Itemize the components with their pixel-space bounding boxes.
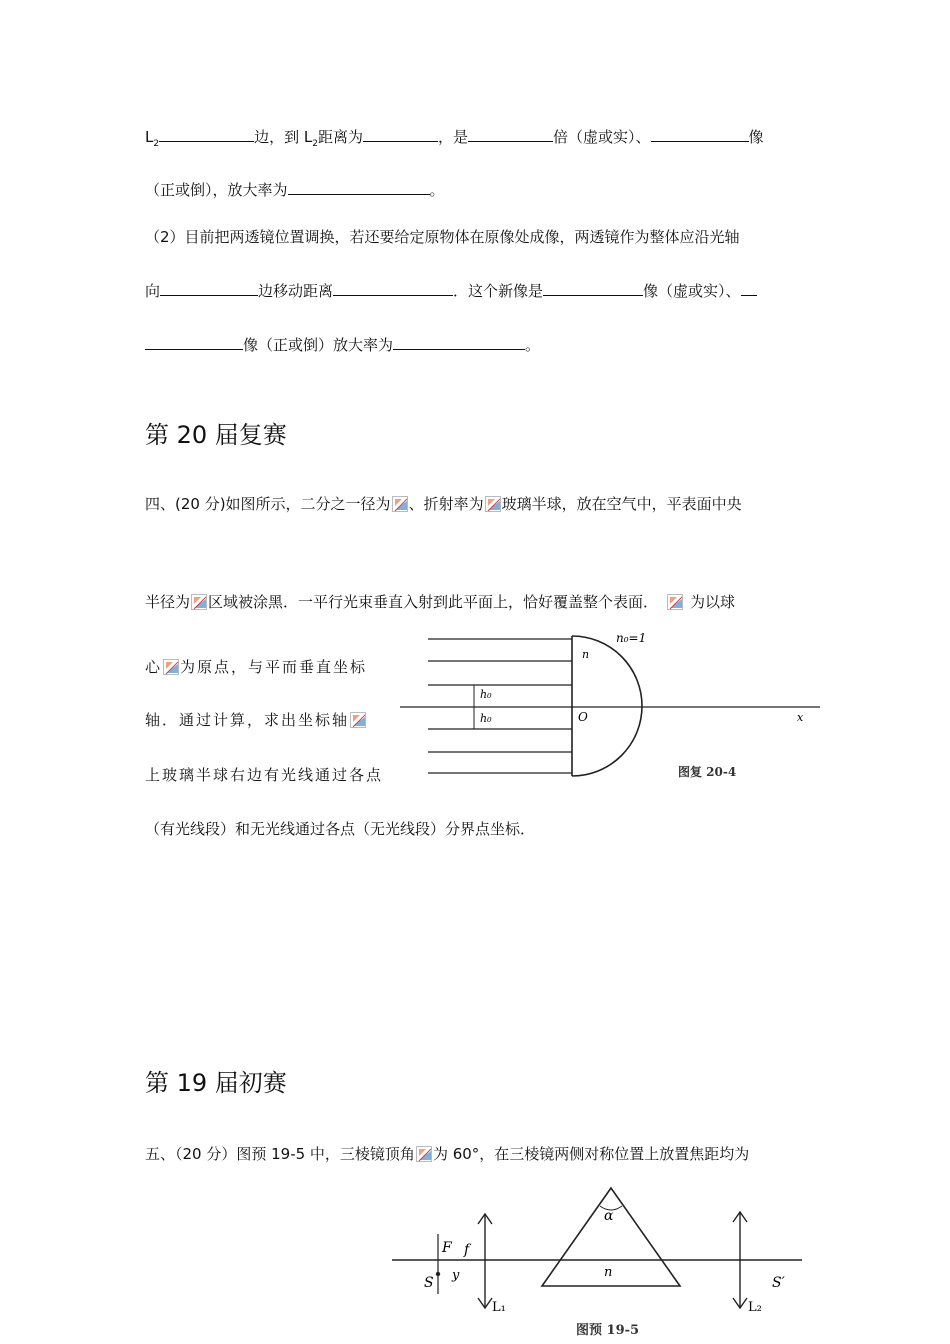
sec20-line-1 (145, 493, 742, 515)
answer-blank (160, 281, 258, 296)
broken-image-icon (667, 594, 683, 610)
answer-blank (145, 335, 243, 350)
section-heading-20: 第 20 届复赛 (145, 421, 287, 449)
prev-line-2 (145, 179, 445, 201)
text: 像（虚或实）、 (643, 282, 741, 300)
label-F: F (442, 1240, 452, 1256)
prev-line-3: （2）目前把两透镜位置调换，若还要给定原物体在原像处成像，两透镜作为整体应沿光轴 (145, 228, 740, 246)
broken-image-icon (416, 1146, 432, 1162)
text: 为 60°，在三棱镜两侧对称位置上放置焦距均为 (432, 1145, 750, 1163)
answer-blank (393, 335, 525, 350)
broken-image-icon (350, 712, 366, 728)
label-y: y (452, 1268, 460, 1283)
text: （正或倒），放大率为 (145, 181, 288, 199)
figure-caption: 图预 19-5 (576, 1323, 640, 1338)
text: 像（正或倒）放大率为 (243, 336, 394, 354)
text: 为以球 (690, 593, 736, 611)
prev-line-5 (145, 334, 540, 356)
broken-image-icon (191, 594, 207, 610)
text: 半径为 (145, 593, 191, 611)
broken-image-icon (485, 496, 501, 512)
label-h0-top: h₀ (480, 688, 492, 701)
answer-blank (651, 127, 749, 142)
label-S: S (424, 1275, 434, 1291)
answer-blank (468, 127, 553, 142)
sec20-line-5: 上玻璃半球右边有光线通过各点 (145, 766, 384, 784)
answer-blank (288, 180, 430, 195)
text: 为原点，与平而垂直坐标 (180, 658, 368, 676)
label-L2: L₂ (748, 1300, 762, 1315)
answer-blank (363, 127, 438, 142)
subscript: 2 (312, 139, 318, 149)
text: 五、（20 分）图预 19-5 中，三棱镜顶角 (145, 1145, 415, 1163)
section-heading-19: 第 19 届初赛 (145, 1069, 287, 1097)
source-point (436, 1272, 440, 1276)
figure-prism (388, 1184, 808, 1342)
label-x: x (797, 711, 804, 724)
text: 玻璃半球，放在空气中，平表面中央 (501, 495, 742, 513)
text: ．这个新像是 (453, 282, 544, 300)
text: 距离为 (317, 128, 363, 146)
text: 。 (429, 181, 445, 199)
text: 轴．通过计算，求出坐标轴 (145, 711, 350, 729)
text: ，是 (437, 128, 468, 146)
subscript: 2 (153, 139, 160, 149)
figure-hemisphere (400, 628, 820, 788)
text: L (145, 128, 154, 146)
text: 心 (145, 658, 163, 676)
answer-blank (543, 281, 643, 296)
label-S-prime: S′ (772, 1275, 785, 1291)
label-origin: O (578, 710, 588, 724)
sec20-line-6: （有光线段）和无光线通过各点（无光线段）分界点坐标． (145, 820, 536, 838)
text: 四、(20 分)如图所示，二分之一径为 (145, 495, 391, 513)
label-L1: L₁ (492, 1300, 506, 1315)
broken-image-icon (163, 659, 179, 675)
prev-line-4 (145, 280, 757, 302)
answer-blank (333, 281, 453, 296)
label-n0: n₀=1 (616, 631, 647, 645)
text: 像 (748, 128, 764, 146)
sec20-line-4 (145, 709, 367, 731)
label-alpha: α (604, 1208, 614, 1224)
text: 边移动距离 (258, 282, 334, 300)
label-f: f (464, 1242, 470, 1258)
answer-blank (741, 281, 757, 296)
text: 。 (525, 336, 541, 354)
text: 边，到 L (254, 128, 313, 146)
text: 向 (145, 282, 161, 300)
label-h0-bottom: h₀ (480, 712, 492, 725)
prev-line-1 (145, 126, 764, 155)
sec20-line-3 (145, 656, 367, 678)
sec20-line-2 (145, 591, 735, 613)
figure-caption: 图复 20-4 (678, 765, 737, 779)
label-n: n (604, 1265, 613, 1280)
label-n: n (582, 648, 590, 661)
sec19-line-1 (145, 1143, 749, 1165)
text: 倍（虚或实）、 (553, 128, 651, 146)
text: 、折射率为 (408, 495, 484, 513)
text: 区域被涂黑．一平行光束垂直入射到此平面上，恰好覆盖整个表面． (208, 593, 659, 611)
broken-image-icon (392, 496, 408, 512)
answer-blank (159, 127, 254, 142)
